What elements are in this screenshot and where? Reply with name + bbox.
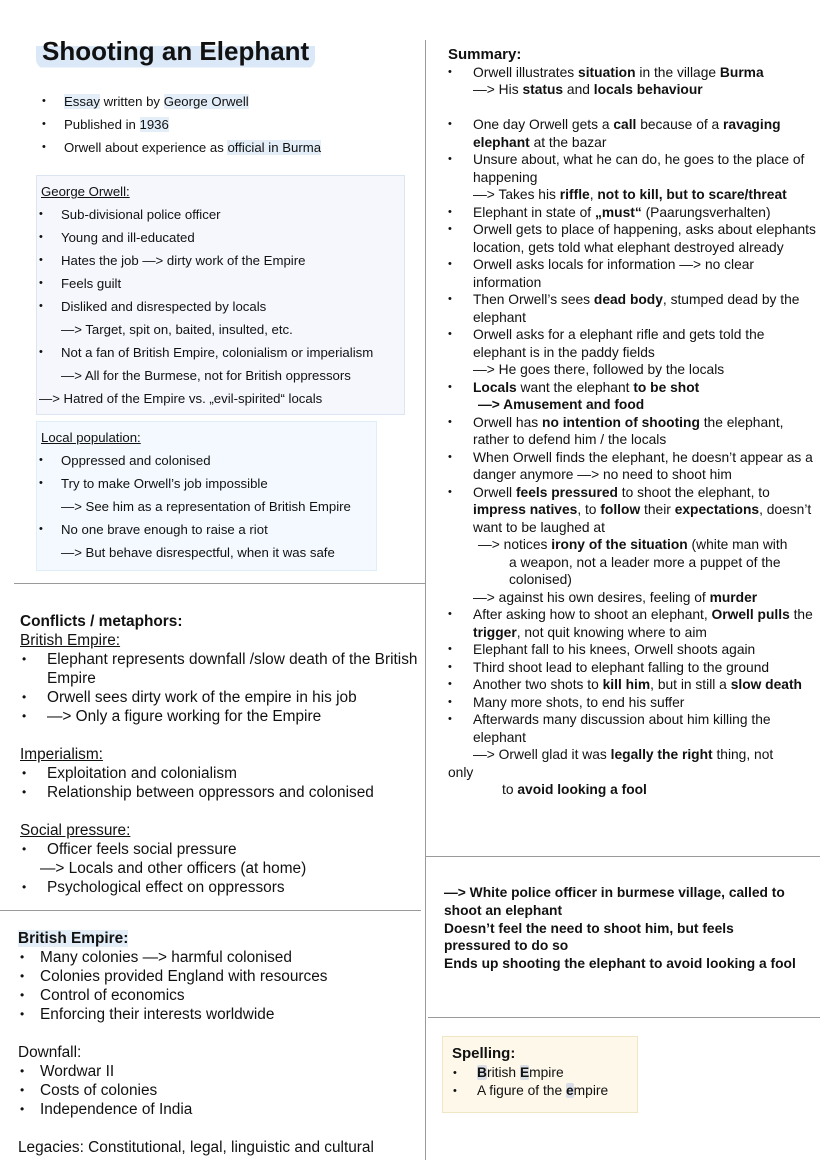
- downfall-heading: Downfall:: [18, 1044, 82, 1061]
- list-item: • Not a fan of British Empire, colonialism or imperialism: [37, 341, 404, 364]
- spelling-heading: Spelling:: [452, 1045, 516, 1062]
- list-item: • Colonies provided England with resources: [18, 967, 418, 986]
- list-item: —> See him as a representation of British Empire: [61, 499, 351, 514]
- conclusion-line: Doesn’t feel the need to shoot him, but feels pressured to do so: [444, 920, 734, 954]
- list-item: • Orwell gets to place of happening, asks about elephants location, gets told what elephant destroyed already: [448, 221, 820, 256]
- list-item: • Independence of India: [18, 1100, 418, 1119]
- list-item: • Feels guilt: [37, 272, 404, 295]
- conflicts-section: [20, 612, 420, 897]
- divider: [0, 910, 421, 911]
- intro-item: • Essay written by George Orwell: [40, 90, 410, 113]
- list-item: —> But behave disrespectful, when it was safe: [61, 545, 335, 560]
- conclusion-line: Ends up shooting the elephant to avoid looking a fool: [444, 956, 796, 972]
- list-item: a weapon, not a leader more a puppet of the colonised): [509, 554, 781, 587]
- list-item: • Sub-divisional police officer: [37, 203, 404, 226]
- list-item: • Enforcing their interests worldwide: [18, 1005, 418, 1024]
- list-item: • Relationship between oppressors and colonised: [20, 783, 420, 802]
- list-item: • Costs of colonies: [18, 1081, 418, 1100]
- orwell-heading: George Orwell:: [41, 184, 130, 199]
- spelling-box: [442, 1036, 638, 1113]
- list-item: • Unsure about, what he can do, he goes to the place of happening: [448, 151, 820, 186]
- list-item: • Then Orwell’s sees dead body, stumped dead by the elephant: [448, 291, 820, 326]
- list-item: —> He goes there, followed by the locals: [473, 362, 725, 377]
- orwell-box: [36, 175, 405, 415]
- list-item: • Third shoot lead to elephant falling to the ground: [448, 659, 820, 677]
- list-item: • Many more shots, to end his suffer: [448, 694, 820, 712]
- list-item: • Try to make Orwell’s job impossible: [37, 472, 376, 495]
- locals-list: [37, 449, 376, 564]
- summary-section: [448, 46, 820, 799]
- list-item: • Elephant represents downfall /slow death of the British Empire: [20, 650, 420, 688]
- spelling-list: [443, 1064, 637, 1100]
- social-pressure-list: [20, 840, 420, 897]
- list-item: • Elephant in state of „must“ (Paarungsverhalten): [448, 204, 820, 222]
- list-item: • Afterwards many discussion about him killing the elephant: [448, 711, 820, 746]
- list-item: —> Takes his riffle, not to kill, but to scare/threat: [473, 187, 787, 202]
- list-item: • Oppressed and colonised: [37, 449, 376, 472]
- divider: [425, 856, 820, 857]
- list-item: • Orwell illustrates situation in the village Burma: [448, 64, 820, 82]
- list-item: • Control of economics: [18, 986, 418, 1005]
- intro-item: • Published in 1936: [40, 113, 410, 136]
- british-empire-section: [18, 929, 418, 1157]
- column-divider: [425, 40, 426, 1160]
- list-item: • Orwell asks for a elephant rifle and gets told the elephant is in the paddy fields: [448, 326, 820, 361]
- conclusion-section: [444, 884, 804, 973]
- list-item: • Orwell asks locals for information —> no clear information: [448, 256, 820, 291]
- list-item: —> Amusement and food: [478, 397, 645, 412]
- list-item: • A figure of the empire: [443, 1082, 637, 1100]
- list-item: • British Empire: [443, 1064, 637, 1082]
- list-item: • Many colonies —> harmful colonised: [18, 948, 418, 967]
- intro-list: [40, 90, 410, 159]
- list-item: • Orwell has no intention of shooting the elephant, rather to defend him / the locals: [448, 414, 820, 449]
- legacies: Legacies: Constitutional, legal, linguistic and cultural: [18, 1139, 374, 1156]
- list-item: • Young and ill-educated: [37, 226, 404, 249]
- list-item: —> against his own desires, feeling of murder: [473, 589, 758, 605]
- list-item: —> His status and locals behaviour: [473, 82, 703, 97]
- summary-list: [448, 64, 820, 799]
- list-item: • Another two shots to kill him, but in still a slow death: [448, 676, 820, 694]
- list-item: • Wordwar II: [18, 1062, 418, 1081]
- list-item: • Officer feels social pressure: [20, 840, 420, 859]
- social-pressure-heading: Social pressure:: [20, 822, 131, 839]
- list-item: —> Target, spit on, baited, insulted, etc.: [61, 322, 293, 337]
- list-item: • Disliked and disrespected by locals: [37, 295, 404, 318]
- list-item: • Locals want the elephant to be shot: [448, 379, 820, 397]
- list-item: —> Hatred of the Empire vs. „evil-spirited“ locals: [39, 391, 323, 406]
- downfall-list: [18, 1062, 418, 1119]
- list-item: • One day Orwell gets a call because of a ravaging elephant at the bazar: [448, 116, 820, 151]
- conflicts-heading: Conflicts / metaphors:: [20, 613, 183, 630]
- locals-box: [36, 421, 377, 571]
- british-empire-list: [18, 948, 418, 1024]
- list-item: • No one brave enough to raise a riot: [37, 518, 376, 541]
- list-item: to avoid looking a fool: [502, 782, 647, 797]
- conflicts-british-list: [20, 650, 420, 726]
- imperialism-list: [20, 764, 420, 802]
- conclusion-line: —> White police officer in burmese village, called to shoot an elephant: [444, 885, 785, 918]
- conflicts-british-heading: British Empire:: [20, 632, 121, 649]
- list-item: • Orwell sees dirty work of the empire in his job: [20, 688, 420, 707]
- divider: [14, 583, 425, 584]
- summary-heading: Summary:: [448, 46, 522, 63]
- locals-heading: Local population:: [41, 430, 141, 445]
- list-item: • Exploitation and colonialism: [20, 764, 420, 783]
- british-empire-heading: British Empire:: [18, 930, 129, 947]
- list-item: —> Locals and other officers (at home): [40, 860, 307, 877]
- list-item: • —> Only a figure working for the Empire: [20, 707, 420, 726]
- list-item: • When Orwell finds the elephant, he doesn’t appear as a danger anymore —> no need to shoot him: [448, 449, 820, 484]
- imperialism-heading: Imperialism:: [20, 746, 103, 763]
- intro-item: • Orwell about experience as official in Burma: [40, 136, 410, 159]
- orwell-list: [37, 203, 404, 410]
- list-item: • Hates the job —> dirty work of the Empire: [37, 249, 404, 272]
- list-item: • After asking how to shoot an elephant, Orwell pulls the trigger, not quit knowing where to aim: [448, 606, 820, 641]
- list-item: • Elephant fall to his knees, Orwell shoots again: [448, 641, 820, 659]
- list-item: —> notices irony of the situation (white man with: [478, 537, 788, 552]
- page-title: Shooting an Elephant: [36, 36, 315, 69]
- list-item: • Orwell feels pressured to shoot the elephant, to impress natives, to follow their expectations, doesn’t want to be laughed at: [448, 484, 820, 537]
- list-item: —> Orwell glad it was legally the right thing, not: [473, 747, 774, 762]
- list-item: —> All for the Burmese, not for British oppressors: [61, 368, 351, 383]
- list-item: • Psychological effect on oppressors: [20, 878, 420, 897]
- divider: [428, 1017, 820, 1018]
- list-item: only: [448, 764, 474, 780]
